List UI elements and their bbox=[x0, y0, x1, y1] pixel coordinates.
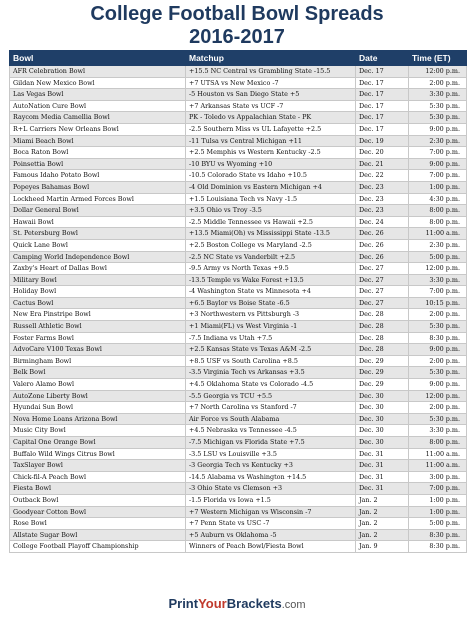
cell-matchup: -5 Houston vs San Diego State +5 bbox=[186, 89, 356, 101]
cell-matchup: -3 Georgia Tech vs Kentucky +3 bbox=[186, 460, 356, 472]
cell-bowl: Zaxby's Heart of Dallas Bowl bbox=[10, 263, 186, 275]
cell-matchup: +15.5 NC Central vs Grambling State -15.5 bbox=[186, 66, 356, 78]
cell-matchup: +2.5 Boston College vs Maryland -2.5 bbox=[186, 239, 356, 251]
cell-date: Dec. 17 bbox=[356, 112, 409, 124]
table-row bbox=[10, 413, 467, 425]
footer-logo-domain: .com bbox=[281, 599, 306, 611]
cell-date: Dec. 30 bbox=[356, 402, 409, 414]
cell-bowl: Quick Lane Bowl bbox=[10, 239, 186, 251]
cell-bowl: New Era Pinstripe Bowl bbox=[10, 309, 186, 321]
cell-matchup: -14.5 Alabama vs Washington +14.5 bbox=[186, 471, 356, 483]
table-row bbox=[10, 355, 467, 367]
cell-matchup: +3 Northwestern vs Pittsburgh -3 bbox=[186, 309, 356, 321]
footer-logo-print: Print bbox=[168, 596, 199, 611]
header-date: Date bbox=[356, 51, 409, 66]
cell-matchup: +1 Miami(FL) vs West Virginia -1 bbox=[186, 321, 356, 333]
cell-bowl: Buffalo Wild Wings Citrus Bowl bbox=[10, 448, 186, 460]
cell-bowl: Military Bowl bbox=[10, 274, 186, 286]
cell-bowl: Music City Bowl bbox=[10, 425, 186, 437]
cell-bowl: AdvoCare V100 Texas Bowl bbox=[10, 344, 186, 356]
cell-date: Dec. 24 bbox=[356, 216, 409, 228]
spreads-table bbox=[9, 50, 467, 553]
table-row bbox=[10, 205, 467, 217]
cell-date: Dec. 28 bbox=[356, 344, 409, 356]
cell-bowl: Gildan New Mexico Bowl bbox=[10, 77, 186, 89]
cell-bowl: AFR Celebration Bowl bbox=[10, 66, 186, 78]
cell-bowl: Las Vegas Bowl bbox=[10, 89, 186, 101]
cell-time: 9:00 p.m. bbox=[409, 158, 467, 170]
table-row bbox=[10, 216, 467, 228]
table-row bbox=[10, 286, 467, 298]
cell-matchup: -3.5 Virginia Tech vs Arkansas +3.5 bbox=[186, 367, 356, 379]
table-row bbox=[10, 483, 467, 495]
cell-time: 2:00 p.m. bbox=[409, 355, 467, 367]
cell-matchup: -3.5 LSU vs Louisville +3.5 bbox=[186, 448, 356, 460]
page-subtitle: 2016-2017 bbox=[189, 26, 285, 48]
cell-bowl: TaxSlayer Bowl bbox=[10, 460, 186, 472]
page-title: College Football Bowl Spreads bbox=[90, 3, 384, 25]
cell-time: 2:00 p.m. bbox=[409, 309, 467, 321]
cell-matchup: +4.5 Nebraska vs Tennessee -4.5 bbox=[186, 425, 356, 437]
cell-bowl: Lockheed Martin Armed Forces Bowl bbox=[10, 193, 186, 205]
cell-time: 11:00 a.m. bbox=[409, 460, 467, 472]
cell-matchup: +7 North Carolina vs Stanford -7 bbox=[186, 402, 356, 414]
cell-time: 2:30 p.m. bbox=[409, 135, 467, 147]
table-row bbox=[10, 471, 467, 483]
cell-time: 2:30 p.m. bbox=[409, 239, 467, 251]
cell-matchup: +4.5 Oklahoma State vs Colorado -4.5 bbox=[186, 379, 356, 391]
table-row bbox=[10, 344, 467, 356]
cell-date: Dec. 27 bbox=[356, 274, 409, 286]
table-row bbox=[10, 506, 467, 518]
cell-matchup: +7 UTSA vs New Mexico -7 bbox=[186, 77, 356, 89]
cell-time: 3:30 p.m. bbox=[409, 89, 467, 101]
cell-time: 7:00 p.m. bbox=[409, 147, 467, 159]
cell-time: 1:00 p.m. bbox=[409, 181, 467, 193]
cell-time: 8:00 p.m. bbox=[409, 205, 467, 217]
cell-date: Dec. 28 bbox=[356, 309, 409, 321]
table-row bbox=[10, 402, 467, 414]
table-row bbox=[10, 181, 467, 193]
table-row bbox=[10, 158, 467, 170]
cell-time: 3:30 p.m. bbox=[409, 425, 467, 437]
cell-bowl: Russell Athletic Bowl bbox=[10, 321, 186, 333]
cell-date: Dec. 23 bbox=[356, 205, 409, 217]
table-row bbox=[10, 390, 467, 402]
table-header-row bbox=[10, 51, 467, 66]
cell-time: 11:00 a.m. bbox=[409, 228, 467, 240]
cell-date: Dec. 30 bbox=[356, 390, 409, 402]
cell-matchup: -7.5 Michigan vs Florida State +7.5 bbox=[186, 437, 356, 449]
table-row bbox=[10, 228, 467, 240]
cell-time: 7:00 p.m. bbox=[409, 483, 467, 495]
table-row bbox=[10, 494, 467, 506]
cell-bowl: Hyundai Sun Bowl bbox=[10, 402, 186, 414]
table-row bbox=[10, 460, 467, 472]
cell-time: 5:30 p.m. bbox=[409, 413, 467, 425]
cell-bowl: Holiday Bowl bbox=[10, 286, 186, 298]
cell-time: 5:00 p.m. bbox=[409, 518, 467, 530]
cell-matchup: +7 Arkansas State vs UCF -7 bbox=[186, 100, 356, 112]
cell-time: 9:00 p.m. bbox=[409, 123, 467, 135]
cell-date: Jan. 2 bbox=[356, 506, 409, 518]
cell-matchup: +8.5 USF vs South Carolina +8.5 bbox=[186, 355, 356, 367]
footer-logo bbox=[0, 596, 474, 611]
cell-bowl: Fiesta Bowl bbox=[10, 483, 186, 495]
cell-date: Dec. 30 bbox=[356, 413, 409, 425]
cell-bowl: Hawaii Bowl bbox=[10, 216, 186, 228]
cell-time: 8:30 p.m. bbox=[409, 332, 467, 344]
cell-matchup: -4 Washington State vs Minnesota +4 bbox=[186, 286, 356, 298]
cell-matchup: +5 Auburn vs Oklahoma -5 bbox=[186, 529, 356, 541]
cell-date: Dec. 29 bbox=[356, 355, 409, 367]
cell-bowl: AutoNation Cure Bowl bbox=[10, 100, 186, 112]
cell-date: Dec. 17 bbox=[356, 66, 409, 78]
cell-bowl: Cactus Bowl bbox=[10, 297, 186, 309]
table-row bbox=[10, 379, 467, 391]
cell-time: 9:00 p.m. bbox=[409, 344, 467, 356]
cell-date: Dec. 26 bbox=[356, 228, 409, 240]
table-row bbox=[10, 541, 467, 553]
cell-bowl: Chick-fil-A Peach Bowl bbox=[10, 471, 186, 483]
cell-time: 5:00 p.m. bbox=[409, 251, 467, 263]
table-row bbox=[10, 367, 467, 379]
cell-time: 7:00 p.m. bbox=[409, 286, 467, 298]
cell-time: 5:30 p.m. bbox=[409, 100, 467, 112]
cell-time: 12:00 p.m. bbox=[409, 66, 467, 78]
cell-time: 5:30 p.m. bbox=[409, 112, 467, 124]
cell-matchup: +2.5 Kansas State vs Texas A&M -2.5 bbox=[186, 344, 356, 356]
cell-date: Dec. 28 bbox=[356, 332, 409, 344]
cell-date: Dec. 26 bbox=[356, 239, 409, 251]
cell-matchup: +2.5 Memphis vs Western Kentucky -2.5 bbox=[186, 147, 356, 159]
cell-time: 5:30 p.m. bbox=[409, 367, 467, 379]
table-row bbox=[10, 77, 467, 89]
table-row bbox=[10, 239, 467, 251]
cell-date: Dec. 17 bbox=[356, 100, 409, 112]
cell-matchup: -3 Ohio State vs Clemson +3 bbox=[186, 483, 356, 495]
cell-bowl: Rose Bowl bbox=[10, 518, 186, 530]
cell-time: 2:00 p.m. bbox=[409, 402, 467, 414]
cell-bowl: Dollar General Bowl bbox=[10, 205, 186, 217]
cell-matchup: -9.5 Army vs North Texas +9.5 bbox=[186, 263, 356, 275]
cell-date: Jan. 2 bbox=[356, 518, 409, 530]
cell-date: Dec. 21 bbox=[356, 158, 409, 170]
cell-matchup: -2.5 Middle Tennessee vs Hawaii +2.5 bbox=[186, 216, 356, 228]
cell-date: Dec. 23 bbox=[356, 181, 409, 193]
cell-bowl: Raycom Media Camellia Bowl bbox=[10, 112, 186, 124]
cell-time: 8:30 p.m. bbox=[409, 529, 467, 541]
cell-time: 2:00 p.m. bbox=[409, 77, 467, 89]
cell-bowl: Nova Home Loans Arizona Bowl bbox=[10, 413, 186, 425]
header-time: Time (ET) bbox=[409, 51, 467, 66]
cell-bowl: College Football Playoff Championship bbox=[10, 541, 186, 553]
table-row bbox=[10, 309, 467, 321]
cell-date: Dec. 31 bbox=[356, 460, 409, 472]
cell-matchup: +7 Western Michigan vs Wisconsin -7 bbox=[186, 506, 356, 518]
cell-time: 4:30 p.m. bbox=[409, 193, 467, 205]
table-row bbox=[10, 437, 467, 449]
table-row bbox=[10, 193, 467, 205]
cell-matchup: -4 Old Dominion vs Eastern Michigan +4 bbox=[186, 181, 356, 193]
cell-date: Dec. 27 bbox=[356, 286, 409, 298]
table-row bbox=[10, 89, 467, 101]
header-bowl: Bowl bbox=[10, 51, 186, 66]
cell-date: Dec. 26 bbox=[356, 251, 409, 263]
cell-date: Dec. 20 bbox=[356, 147, 409, 159]
cell-bowl: AutoZone Liberty Bowl bbox=[10, 390, 186, 402]
cell-time: 8:00 p.m. bbox=[409, 216, 467, 228]
cell-date: Dec. 19 bbox=[356, 135, 409, 147]
cell-date: Dec. 17 bbox=[356, 77, 409, 89]
cell-bowl: Belk Bowl bbox=[10, 367, 186, 379]
cell-bowl: Outback Bowl bbox=[10, 494, 186, 506]
table-row bbox=[10, 112, 467, 124]
cell-matchup: -10.5 Colorado State vs Idaho +10.5 bbox=[186, 170, 356, 182]
cell-matchup: -13.5 Temple vs Wake Forest +13.5 bbox=[186, 274, 356, 286]
table-row bbox=[10, 135, 467, 147]
cell-date: Dec. 30 bbox=[356, 437, 409, 449]
table-row bbox=[10, 332, 467, 344]
cell-time: 12:00 p.m. bbox=[409, 263, 467, 275]
cell-matchup: PK - Toledo vs Appalachian State - PK bbox=[186, 112, 356, 124]
cell-time: 9:00 p.m. bbox=[409, 379, 467, 391]
cell-date: Dec. 29 bbox=[356, 367, 409, 379]
cell-date: Dec. 28 bbox=[356, 321, 409, 333]
table-row bbox=[10, 529, 467, 541]
table-row bbox=[10, 263, 467, 275]
cell-matchup: +7 Penn State vs USC -7 bbox=[186, 518, 356, 530]
cell-bowl: Birmingham Bowl bbox=[10, 355, 186, 367]
cell-matchup: -2.5 NC State vs Vanderbilt +2.5 bbox=[186, 251, 356, 263]
cell-matchup: -1.5 Florida vs Iowa +1.5 bbox=[186, 494, 356, 506]
cell-matchup: +1.5 Louisiana Tech vs Navy -1.5 bbox=[186, 193, 356, 205]
table-row bbox=[10, 518, 467, 530]
cell-matchup: +13.5 Miami(Oh) vs Mississippi State -13.5 bbox=[186, 228, 356, 240]
cell-bowl: Valero Alamo Bowl bbox=[10, 379, 186, 391]
cell-bowl: R+L Carriers New Orleans Bowl bbox=[10, 123, 186, 135]
cell-matchup: +3.5 Ohio vs Troy -3.5 bbox=[186, 205, 356, 217]
cell-date: Jan. 9 bbox=[356, 541, 409, 553]
cell-time: 5:30 p.m. bbox=[409, 321, 467, 333]
table-row bbox=[10, 100, 467, 112]
table-row bbox=[10, 66, 467, 78]
table-row bbox=[10, 251, 467, 263]
cell-date: Dec. 31 bbox=[356, 483, 409, 495]
cell-date: Dec. 29 bbox=[356, 379, 409, 391]
table-row bbox=[10, 425, 467, 437]
cell-time: 3:30 p.m. bbox=[409, 274, 467, 286]
cell-matchup: -7.5 Indiana vs Utah +7.5 bbox=[186, 332, 356, 344]
table-body bbox=[10, 66, 467, 553]
cell-date: Dec. 22 bbox=[356, 170, 409, 182]
cell-date: Jan. 2 bbox=[356, 529, 409, 541]
header-matchup: Matchup bbox=[186, 51, 356, 66]
cell-matchup: -10 BYU vs Wyoming +10 bbox=[186, 158, 356, 170]
cell-matchup: Air Force vs South Alabama bbox=[186, 413, 356, 425]
cell-date: Dec. 17 bbox=[356, 89, 409, 101]
footer-logo-your: Your bbox=[198, 596, 227, 611]
table-row bbox=[10, 297, 467, 309]
cell-bowl: Goodyear Cotton Bowl bbox=[10, 506, 186, 518]
cell-time: 1:00 p.m. bbox=[409, 506, 467, 518]
cell-matchup: -2.5 Southern Miss vs UL Lafayette +2.5 bbox=[186, 123, 356, 135]
cell-matchup: Winners of Peach Bowl/Fiesta Bowl bbox=[186, 541, 356, 553]
cell-bowl: Foster Farms Bowl bbox=[10, 332, 186, 344]
cell-matchup: -5.5 Georgia vs TCU +5.5 bbox=[186, 390, 356, 402]
cell-bowl: Miami Beach Bowl bbox=[10, 135, 186, 147]
table-row bbox=[10, 448, 467, 460]
cell-time: 12:00 p.m. bbox=[409, 390, 467, 402]
cell-time: 3:00 p.m. bbox=[409, 471, 467, 483]
cell-date: Dec. 31 bbox=[356, 448, 409, 460]
cell-time: 8:30 p.m. bbox=[409, 541, 467, 553]
cell-bowl: Poinsettia Bowl bbox=[10, 158, 186, 170]
cell-date: Dec. 27 bbox=[356, 263, 409, 275]
cell-date: Dec. 23 bbox=[356, 193, 409, 205]
cell-date: Jan. 2 bbox=[356, 494, 409, 506]
cell-bowl: Capital One Orange Bowl bbox=[10, 437, 186, 449]
table-row bbox=[10, 321, 467, 333]
cell-bowl: St. Petersburg Bowl bbox=[10, 228, 186, 240]
cell-time: 10:15 p.m. bbox=[409, 297, 467, 309]
cell-date: Dec. 31 bbox=[356, 471, 409, 483]
cell-time: 7:00 p.m. bbox=[409, 170, 467, 182]
cell-bowl: Camping World Independence Bowl bbox=[10, 251, 186, 263]
cell-date: Dec. 17 bbox=[356, 123, 409, 135]
table-row bbox=[10, 147, 467, 159]
table-row bbox=[10, 123, 467, 135]
cell-matchup: -11 Tulsa vs Central Michigan +11 bbox=[186, 135, 356, 147]
cell-bowl: Famous Idaho Potato Bowl bbox=[10, 170, 186, 182]
cell-bowl: Popeyes Bahamas Bowl bbox=[10, 181, 186, 193]
cell-bowl: Boca Raton Bowl bbox=[10, 147, 186, 159]
cell-date: Dec. 27 bbox=[356, 297, 409, 309]
cell-bowl: Allstate Sugar Bowl bbox=[10, 529, 186, 541]
table-row bbox=[10, 274, 467, 286]
footer-logo-brackets: Brackets bbox=[226, 596, 282, 611]
cell-matchup: +6.5 Baylor vs Boise State -6.5 bbox=[186, 297, 356, 309]
cell-time: 8:00 p.m. bbox=[409, 437, 467, 449]
cell-time: 11:00 a.m. bbox=[409, 448, 467, 460]
cell-time: 1:00 p.m. bbox=[409, 494, 467, 506]
table-row bbox=[10, 170, 467, 182]
cell-date: Dec. 30 bbox=[356, 425, 409, 437]
